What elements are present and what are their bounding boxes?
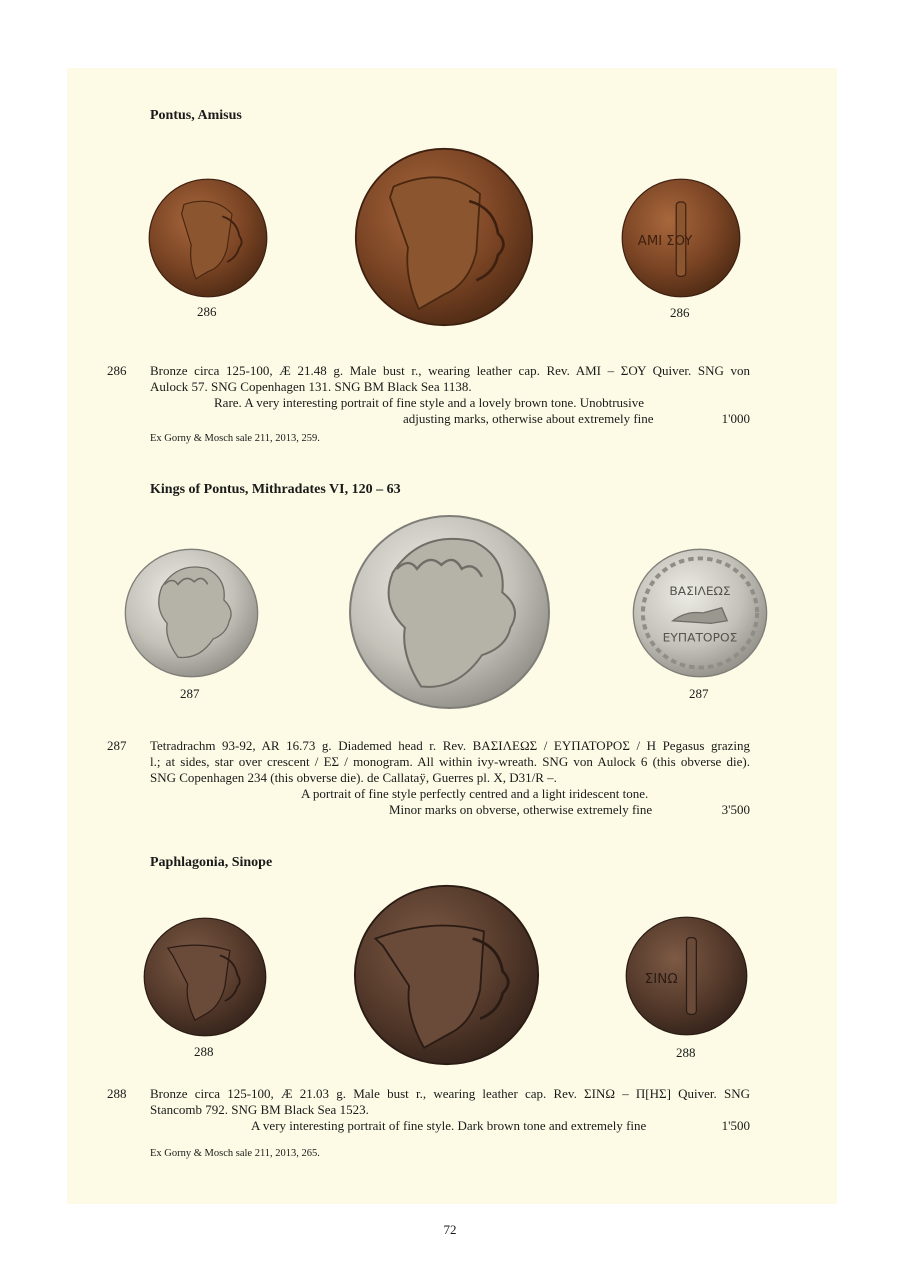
coin-287-reverse xyxy=(632,548,768,678)
lot-price: 3'500 xyxy=(721,802,750,817)
coin-288-obverse xyxy=(143,917,267,1037)
coin-288-legend: ΣΙΝΩ xyxy=(644,972,678,988)
description-line: Bronze circa 125-100, Æ 21.03 g. Male bust r., wearing leather cap. Rev. ΣΙΝΩ – Π[ΗΣ] Quiver. SNG xyxy=(150,1086,750,1101)
description-line: Aulock 57. SNG Copenhagen 131. SNG BM Black Sea 1138. xyxy=(150,379,472,394)
description-line: A portrait of fine style perfectly centred and a light iridescent tone. xyxy=(301,786,649,801)
coin-287-obverse xyxy=(124,548,259,678)
page-number: 72 xyxy=(443,1222,457,1237)
coin-287-obverse-enlarged xyxy=(348,514,551,710)
coin-caption-right: 287 xyxy=(689,686,709,701)
coin-caption-left: 286 xyxy=(197,304,217,319)
coin-287-legend-top: ΒΑΣΙΛΕΩΣ xyxy=(669,584,731,598)
lot-number: 286 xyxy=(107,363,127,378)
coin-caption-right: 286 xyxy=(670,305,690,320)
section-heading-pontus-amisus: Pontus, Amisus xyxy=(150,108,242,123)
coin-286-obverse xyxy=(148,178,268,298)
description-line: Rare. A very interesting portrait of fine style and a lovely brown tone. Unobtrusive xyxy=(214,395,644,410)
description-line: Minor marks on obverse, otherwise extremely fine xyxy=(389,802,653,817)
lot-price: 1'500 xyxy=(721,1118,750,1133)
coin-caption-right: 288 xyxy=(676,1045,696,1060)
description-line: adjusting marks, otherwise about extremely fine xyxy=(403,411,654,426)
lot-provenance: Ex Gorny & Mosch sale 211, 2013, 259. xyxy=(150,433,320,444)
description-line: l.; at sides, star over crescent / ΕΣ / monogram. All within ivy-wreath. SNG von Aulock 6 (this obverse die). xyxy=(150,754,750,769)
coin-288-reverse xyxy=(625,916,748,1036)
description-line: SNG Copenhagen 234 (this obverse die). de Callataÿ, Guerres pl. X, D31/R –. xyxy=(150,770,557,785)
description-line: Tetradrachm 93-92, AR 16.73 g. Diademed head r. Rev. ΒΑΣΙΛΕΩΣ / ΕΥΠΑΤΟΡΟΣ / H Pegasus grazing xyxy=(150,738,750,753)
section-heading-kings-of-pontus: Kings of Pontus, Mithradates VI, 120 – 63 xyxy=(150,482,401,497)
coin-caption-left: 287 xyxy=(180,686,200,701)
description-line: A very interesting portrait of fine style. Dark brown tone and extremely fine xyxy=(251,1118,647,1133)
lot-provenance: Ex Gorny & Mosch sale 211, 2013, 265. xyxy=(150,1148,320,1159)
coin-287-legend-bottom: ΕΥΠΑΤΟΡΟΣ xyxy=(662,630,738,645)
description-line: Bronze circa 125-100, Æ 21.48 g. Male bust r., wearing leather cap. Rev. AMI – ΣΟΥ Quiver. SNG von xyxy=(150,363,750,378)
lot-price: 1'000 xyxy=(721,411,750,426)
lot-number: 287 xyxy=(107,738,127,753)
section-heading-paphlagonia-sinope: Paphlagonia, Sinope xyxy=(150,855,273,870)
coin-288-obverse-enlarged xyxy=(353,884,540,1066)
coin-286-obverse-enlarged xyxy=(354,147,534,327)
coin-caption-left: 288 xyxy=(194,1044,214,1059)
description-line: Stancomb 792. SNG BM Black Sea 1523. xyxy=(150,1102,369,1117)
coin-286-reverse xyxy=(621,178,741,298)
coin-286-legend: AMI ΣOY xyxy=(637,234,693,250)
lot-number: 288 xyxy=(107,1086,127,1101)
